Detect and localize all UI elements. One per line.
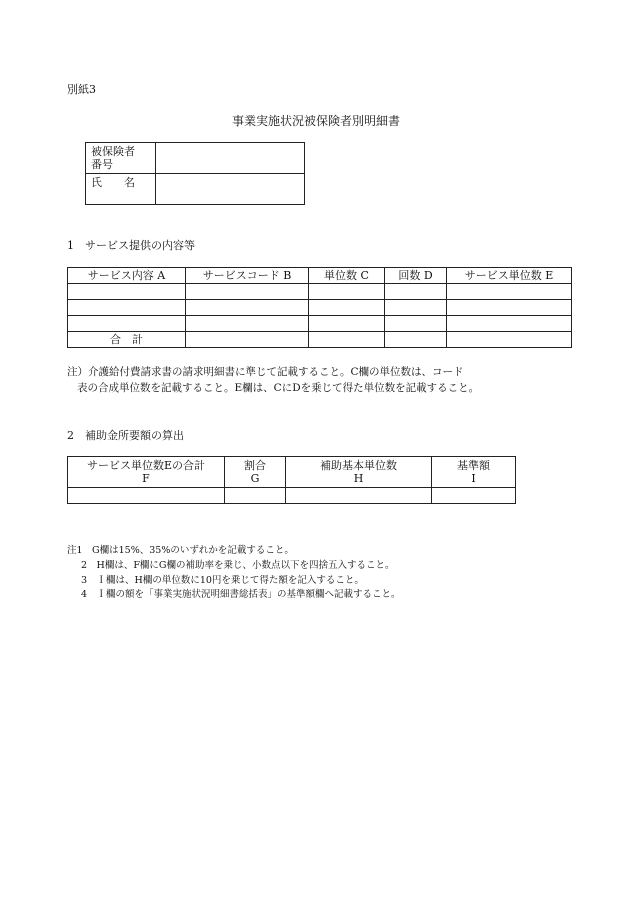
table-cell[interactable] (186, 284, 309, 300)
total-row (68, 332, 572, 348)
note-1: 注1 G欄は15%、35%のいずれかを記載すること。 (67, 545, 294, 556)
table-cell[interactable] (286, 488, 432, 504)
section1-heading: 1 サービス提供の内容等 (67, 239, 195, 252)
table-row (68, 300, 572, 316)
table-cell[interactable] (447, 284, 572, 300)
table-row (68, 316, 572, 332)
col-f-total-units: サービス単位数Eの合計 F (68, 457, 225, 488)
table-cell[interactable] (186, 332, 309, 348)
subsidy-table (67, 456, 516, 504)
table-cell[interactable] (447, 316, 572, 332)
insured-name-label: 氏 名 (86, 174, 156, 205)
table-cell[interactable] (186, 300, 309, 316)
total-label: 合 計 (68, 332, 186, 348)
note-4: 4 Ｉ欄の額を「事業実施状況明細書総括表」の基準額欄へ記載すること。 (81, 589, 401, 600)
table-cell[interactable] (309, 284, 385, 300)
table-cell[interactable] (309, 316, 385, 332)
table-cell[interactable] (68, 284, 186, 300)
table-cell[interactable] (309, 300, 385, 316)
note-2: 2 H欄は、F欄にG欄の補助率を乗じ、小数点以下を四捨五入すること。 (81, 560, 395, 571)
table-cell[interactable] (432, 488, 516, 504)
note-3: 3 Ｉ欄は、H欄の単位数に10円を乗じて得た額を記入すること。 (81, 575, 364, 586)
section1-note-line1: 注）介護給付費請求書の請求明細書に準じて記載すること。C欄の単位数は、コード (67, 366, 464, 378)
table-cell[interactable] (309, 332, 385, 348)
table-cell[interactable] (68, 300, 186, 316)
col-unit-count: 単位数 C (309, 268, 385, 284)
col-times: 回数 D (385, 268, 447, 284)
table-cell[interactable] (447, 300, 572, 316)
col-h-base-units: 補助基本単位数 H (286, 457, 432, 488)
section2-heading: 2 補助金所要額の算出 (67, 429, 184, 442)
attachment-label: 別紙3 (67, 83, 96, 96)
table-cell[interactable] (385, 332, 447, 348)
col-service-units: サービス単位数 E (447, 268, 572, 284)
table-row (68, 284, 572, 300)
table-cell[interactable] (68, 316, 186, 332)
table-cell[interactable] (68, 488, 225, 504)
table-cell[interactable] (385, 300, 447, 316)
table-cell[interactable] (385, 284, 447, 300)
section1-note-line2: 表の合成単位数を記載すること。E欄は、CにDを乗じて得た単位数を記載すること。 (77, 382, 480, 394)
col-i-base-amount: 基準額 I (432, 457, 516, 488)
insured-name-field[interactable] (156, 174, 305, 205)
table-cell[interactable] (225, 488, 286, 504)
col-g-ratio: 割合 G (225, 457, 286, 488)
table-cell[interactable] (385, 316, 447, 332)
insured-number-label: 被保険者 番号 (86, 143, 156, 174)
insured-number-field[interactable] (156, 143, 305, 174)
table-row (68, 488, 516, 504)
table-cell[interactable] (186, 316, 309, 332)
col-service-code: サービスコード B (186, 268, 309, 284)
table-cell[interactable] (447, 332, 572, 348)
service-table (67, 267, 572, 348)
insured-info-table (85, 142, 305, 205)
col-service-content: サービス内容 A (68, 268, 186, 284)
page-title: 事業実施状況被保険者別明細書 (232, 114, 401, 128)
